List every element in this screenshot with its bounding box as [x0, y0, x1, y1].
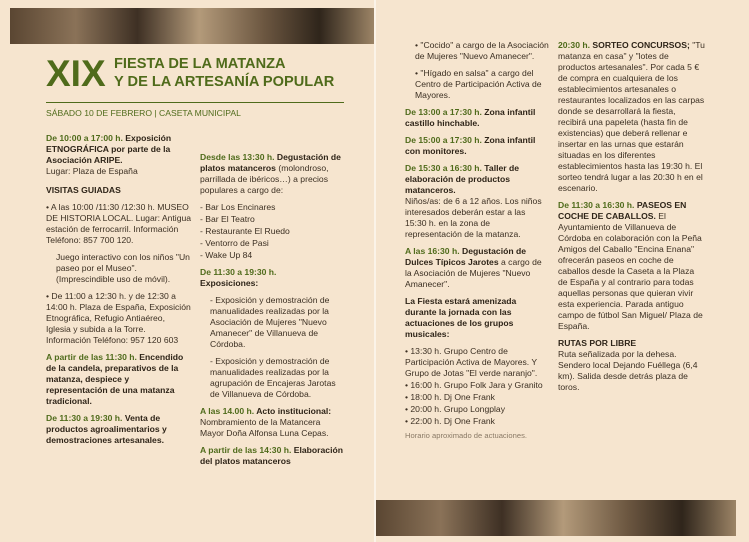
event-castillo: [405, 107, 549, 129]
exposicion-encajeras: - Exposición y demostración de manualidades realizadas por la agrupación de Encajeras Jarotas de Villanueva de Córdoba.: [210, 356, 336, 399]
event-dulces: [405, 246, 549, 290]
column-3: [405, 40, 549, 447]
event-time: A las 14.00 h.: [200, 406, 255, 416]
event-elaboracion: [200, 445, 346, 467]
event-title: SORTEO CONCURSOS;: [590, 40, 690, 50]
event-title: Exposiciones:: [200, 278, 259, 288]
event-desc: a cargo de la Asociación de Mujeres "Nuevo Amanecer".: [405, 257, 542, 289]
event-time: Desde las 13:30 h.: [200, 152, 275, 162]
event-title: Elaboración del platos matanceros: [200, 445, 343, 466]
bar-item: - Bar Los Encinares: [200, 202, 276, 212]
column-1: [46, 133, 192, 452]
title-divider: [46, 102, 344, 103]
event-desc: Nombramiento de la Matancera Mayor Doña Alfonsa Luna Cepas.: [200, 417, 329, 438]
exposicion-mujeres: - Exposición y demostración de manualidades realizadas por la Asociación de Mujeres "Nuevo Amanecer" de Villanueva de Córdoba.: [210, 295, 330, 349]
event-time: De 10:00 a 17:00 h.: [46, 133, 123, 143]
event-exposiciones: [200, 267, 346, 289]
event-title: PASEOS EN COCHE DE CABALLOS.: [558, 200, 687, 221]
music-heading: La Fiesta estará amenizada durante la jornada con las actuaciones de los grupos musicales:: [405, 296, 517, 339]
music-item: • 20:00 h. Grupo Longplay: [405, 404, 505, 414]
visit-museum: • A las 10:00 /11:30 /12:30 h. MUSEO DE HISTORIA LOCAL. Lugar: Antigua estación de ferrocarril. Información Teléfono: 857 700 120.: [46, 202, 192, 245]
event-time: De 11:30 a 19:30 h.: [46, 413, 123, 423]
bar-item: - Ventorro de Pasi: [200, 238, 269, 248]
event-taller: [405, 163, 549, 240]
event-time: De 13:00 a 17:30 h.: [405, 107, 482, 117]
event-time: De 15:00 a 17:30 h.: [405, 135, 482, 145]
event-acto: [200, 406, 346, 439]
edition-number: XIX: [46, 53, 106, 94]
bar-item: - Wake Up 84: [200, 250, 253, 260]
dish-higado: • "Hígado en salsa" a cargo del Centro de Participación Activa de Mayores.: [415, 68, 542, 100]
title-line-2: Y DE LA ARTESANÍA POPULAR: [114, 74, 335, 90]
header-photo: [10, 8, 374, 44]
event-desc: Niños/as: de 6 a 12 años. Los niños interesados deberán estar a las 15:30 h. en la zona de representación de la matanza.: [405, 196, 542, 239]
event-sorteo: [558, 40, 706, 194]
event-title: Encendido de la candela, preparativos de la matanza, despiece y representación de una matanza tradicional.: [46, 352, 184, 406]
event-title: Zona infantil castillo hinchable.: [405, 107, 536, 128]
music-item: • 18:00 h. Dj One Frank: [405, 392, 495, 402]
routes-desc: Ruta señalizada por la dehesa. Sendero local Dejando Fuéllega (6,4 km). Salida desde detrás plaza de toros.: [558, 349, 698, 392]
event-venta: [46, 413, 192, 446]
event-time: De 11:30 a 19:30 h.: [200, 267, 277, 277]
column-2: [200, 152, 346, 473]
event-desc: "Tu matanza en casa" y "lotes de productos artesanales". Por cada 5 € de compra en cualquiera de los establecimientos artesanales o restaurantes localizados en las carpas donde se desarrollará la fiesta, recibirá una papeleta (hasta fin de existencias) que deberá rellenar e insertar en las urnas que estarán situadas en los diferentes establecimientos hasta las 19:30 h. El sorteo tendrá lugar a las 20:30 h en el escenario.: [558, 40, 705, 193]
event-desc: El Ayuntamiento de Villanueva de Córdoba en colaboración con la Peña Amigos del Caballo "Encina Enana" ofrecerán paseos en coche de caballos desde la Caseta a la Plaza de España y al contrario para todas aquellas personas que quieran vivir esta experiencia. Parada antiguo campo de fútbol San Miguel/ Plaza de España.: [558, 211, 703, 331]
music-item: • 22:00 h. Dj One Frank: [405, 416, 495, 426]
dish-cocido: • "Cocido" a cargo de la Asociación de Mujeres "Nuevo Amanecer".: [415, 40, 549, 61]
event-time: A partir de las 11:30 h.: [46, 352, 137, 362]
column-4: [558, 40, 706, 399]
music-item: • 13:30 h. Grupo Centro de Participación Activa de Mayores. Y Grupo de Jotas "El verde naranjo".: [405, 346, 538, 378]
event-time: De 15:30 a 16:30 h.: [405, 163, 482, 173]
routes-block: [558, 338, 706, 393]
event-degustacion: [200, 152, 346, 196]
event-title: Degustación de Dulces Típicos Jarotes: [405, 246, 526, 267]
footer-photo: [376, 500, 736, 536]
music-item: • 16:00 h. Grupo Folk Jara y Granito: [405, 380, 543, 390]
event-title: Zona infantil con monitores.: [405, 135, 536, 156]
music-list: [405, 346, 549, 427]
event-date: SÁBADO 10 DE FEBRERO | CASETA MUNICIPAL: [46, 108, 241, 118]
music-note: Horario aproximado de actuaciones.: [405, 431, 527, 440]
bar-list: [200, 202, 346, 261]
event-time: De 11:30 a 16:30 h.: [558, 200, 635, 210]
event-exposicion: [46, 133, 192, 177]
visits-heading: VISITAS GUIADAS: [46, 185, 121, 195]
event-time: 20:30 h.: [558, 40, 591, 50]
event-title: [46, 52, 346, 100]
event-time: A las 16:30 h.: [405, 246, 460, 256]
event-monitores: [405, 135, 549, 157]
event-title: Acto institucional:: [254, 406, 332, 416]
event-title: Exposición ETNOGRÁFICA por parte de la Asociación ARIPE.: [46, 133, 172, 165]
bar-item: - Bar El Teatro: [200, 214, 255, 224]
bar-item: - Restaurante El Ruedo: [200, 226, 290, 236]
event-place: Lugar: Plaza de España: [46, 166, 138, 176]
event-title: Venta de productos agroalimentarios y demostraciones artesanales.: [46, 413, 167, 445]
visit-plaza: • De 11:00 a 12:30 h. y de 12:30 a 14:00 h. Plaza de España, Exposición Etnográfica, Refugio Antiaéreo, Iglesia y subida a la Torre. Información Teléfono: 957 120 603: [46, 291, 191, 345]
event-title: Degustación de platos matanceros: [200, 152, 341, 173]
title-line-1: FIESTA DE LA MATANZA: [114, 56, 286, 72]
event-time: A partir de las 14:30 h.: [200, 445, 292, 455]
event-paseos: [558, 200, 706, 332]
visit-museum-note: Juego interactivo con los niños "Un paseo por el Museo". (Imprescindible uso de móvil).: [56, 252, 190, 284]
routes-heading: RUTAS POR LIBRE: [558, 338, 637, 348]
event-title: Taller de elaboración de productos matanceros.: [405, 163, 520, 195]
fold-line: [374, 0, 376, 542]
event-candela: [46, 352, 192, 407]
event-desc: (molondroso, parrillada de ibéricos…) a precios populares a cargo de:: [200, 163, 329, 195]
